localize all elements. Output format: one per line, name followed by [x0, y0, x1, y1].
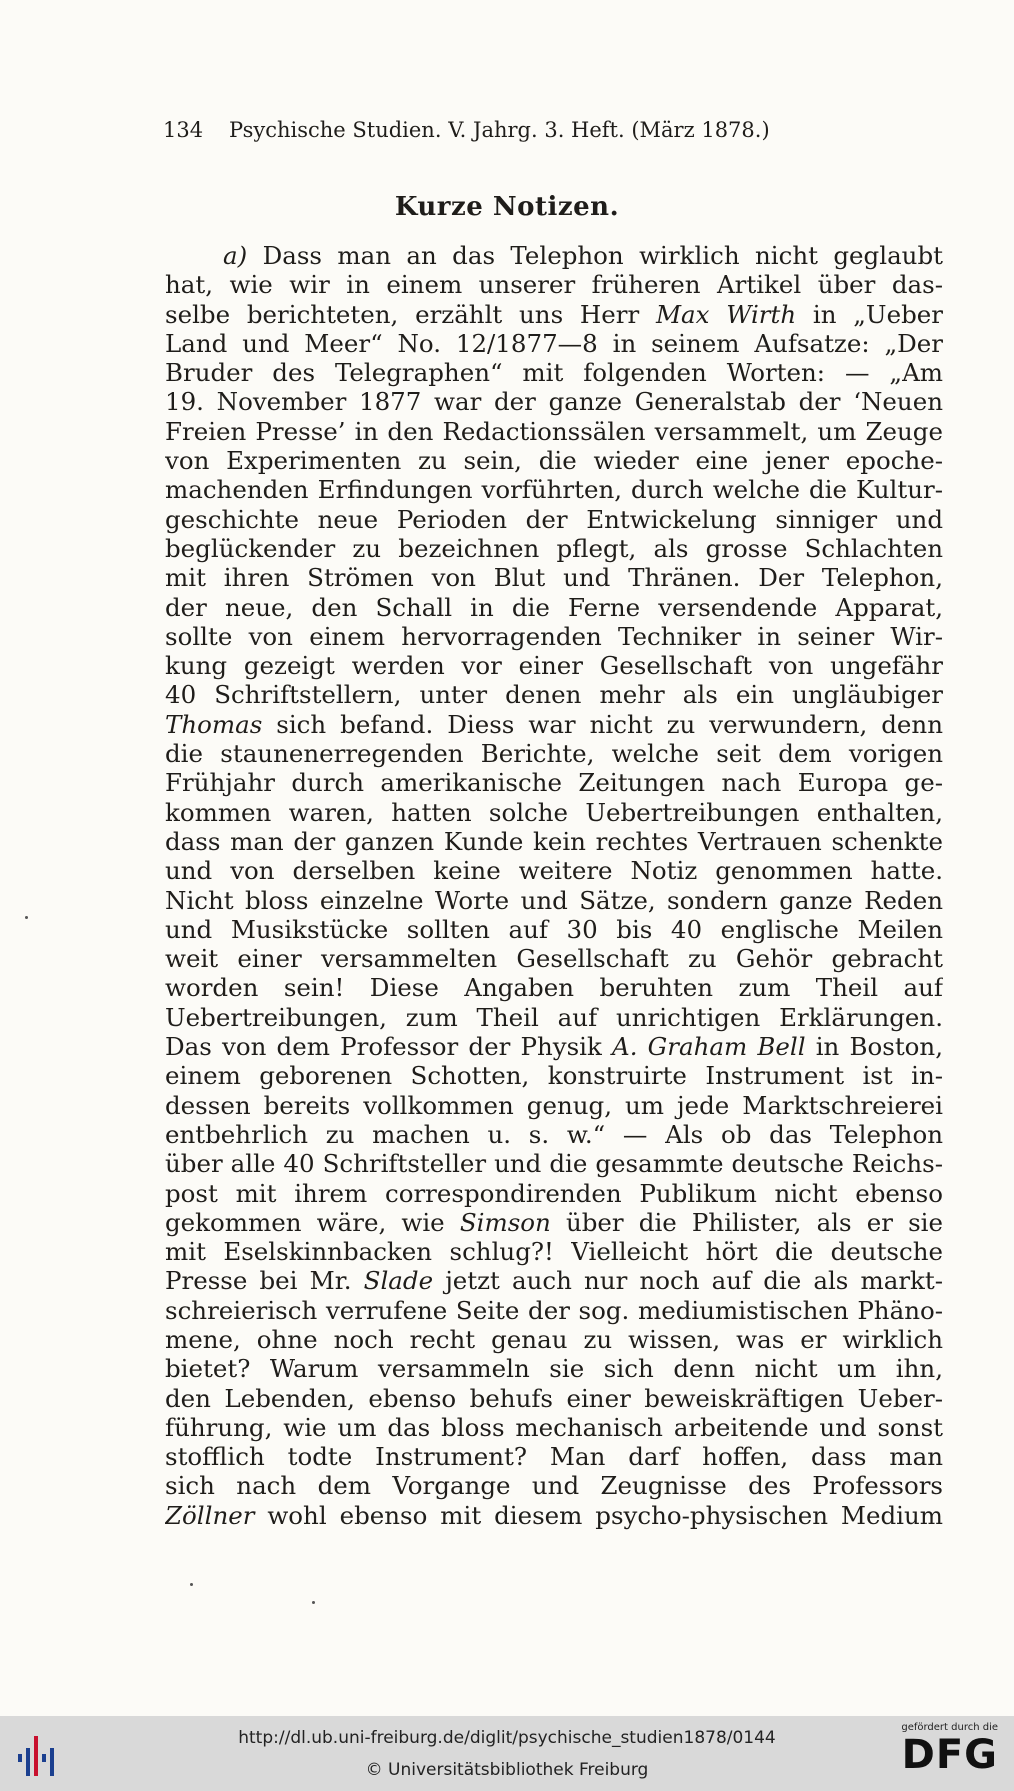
italic-text: a) — [223, 241, 248, 270]
line-text: Nicht bloss einzelne Worte und Sätze, sondern ganze Reden — [165, 885, 943, 915]
running-head-text: Psychische Studien. V. Jahrg. 3. Heft. (März 1878.) — [229, 118, 770, 142]
line-text: stofflich todte Instrument? Man darf hoffen, dass man — [165, 1442, 943, 1472]
line-text: geschichte neue Perioden der Entwickelung sinniger und — [165, 504, 943, 534]
line-text: und von derselben keine weitere Notiz genommen hatte. — [165, 856, 943, 886]
section-title: Kurze Notizen. — [394, 192, 620, 222]
line-text: Land und Meer“ No. 12/1877—8 in seinem Aufsatze: „Der — [165, 328, 943, 358]
line-text: sollte von einem hervorragenden Techniker in seiner Wir- — [165, 621, 943, 651]
text-line — [165, 270, 943, 299]
line-text: gekommen wäre, wie — [165, 1207, 460, 1237]
article-body — [165, 241, 943, 1530]
text-line — [165, 417, 943, 446]
text-line — [165, 1501, 943, 1530]
text-line — [165, 1208, 943, 1237]
line-text: über die Philister, als er sie — [550, 1207, 943, 1237]
italic-text: Thomas — [165, 709, 263, 739]
line-text: mit ihren Strömen von Blut und Thränen. Der Telephon, — [165, 563, 943, 593]
text-line — [165, 300, 943, 329]
line-text: wohl ebenso mit diesem psycho-physischen Medium — [254, 1500, 943, 1530]
running-head — [163, 118, 863, 142]
text-line — [165, 1061, 943, 1090]
source-url-link[interactable]: http://dl.ub.uni-freiburg.de/diglit/psychische_studien1878/0144 — [238, 1728, 776, 1748]
text-line — [165, 1296, 943, 1325]
line-text: Frühjahr durch amerikanische Zeitungen nach Europa ge- — [165, 768, 943, 798]
line-text: von Experimenten zu sein, die wieder eine jener epoche- — [165, 446, 943, 476]
text-line — [165, 798, 943, 827]
line-text: beglückender zu bezeichnen pflegt, als grosse Schlachten — [165, 533, 943, 563]
italic-text: Slade — [363, 1266, 434, 1296]
line-text: Dass man an das Telephon wirklich nicht geglaubt — [247, 241, 943, 270]
page-number: 134 — [163, 118, 204, 142]
line-text: sich befand. Diess war nicht zu verwundern, denn — [262, 709, 943, 739]
italic-text: Simson — [459, 1207, 551, 1237]
text-line — [165, 1120, 943, 1149]
line-text: in Boston, — [805, 1032, 943, 1062]
text-line — [165, 1149, 943, 1178]
line-text: Presse bei Mr. — [165, 1266, 364, 1296]
line-text: worden sein! Diese Angaben beruhten zum Theil auf — [165, 973, 943, 1003]
line-text: selbe berichteten, erzählt uns Herr — [165, 299, 656, 329]
text-line — [165, 1237, 943, 1266]
text-line — [165, 1032, 943, 1061]
line-text: den Lebenden, ebenso behufs einer beweiskräftigen Ueber- — [165, 1383, 943, 1413]
line-text: in „Ueber — [796, 299, 943, 329]
text-line — [165, 329, 943, 358]
line-text: post mit ihrem correspondirenden Publikum nicht ebenso — [165, 1178, 943, 1208]
text-line — [165, 387, 943, 416]
text-line — [165, 915, 943, 944]
line-text: Das von dem Professor der Physik — [165, 1032, 613, 1062]
copyright-text: © Universitätsbibliothek Freiburg — [365, 1760, 649, 1780]
line-text: 19. November 1877 war der ganze Generalstab der ‘Neuen — [165, 387, 943, 417]
line-text: über alle 40 Schriftsteller und die gesammte deutsche Reichs- — [165, 1149, 943, 1179]
text-line — [165, 944, 943, 973]
text-line — [165, 1325, 943, 1354]
text-line — [165, 1354, 943, 1383]
text-line — [165, 1471, 943, 1500]
text-line — [165, 446, 943, 475]
line-text: kommen waren, hatten solche Uebertreibungen enthalten, — [165, 797, 943, 827]
text-line — [165, 563, 943, 592]
line-text: 40 Schriftstellern, unter denen mehr als ein ungläubiger — [165, 680, 943, 710]
line-text: führung, wie um das bloss mechanisch arbeitende und sonst — [165, 1412, 943, 1442]
italic-text: Max Wirth — [655, 299, 797, 329]
text-line — [165, 534, 943, 563]
text-line — [165, 622, 943, 651]
scan-speck — [312, 1601, 315, 1604]
text-line — [165, 1384, 943, 1413]
line-text: und Musikstücke sollten auf 30 bis 40 englische Meilen — [165, 914, 943, 944]
text-line — [165, 593, 943, 622]
line-text: kung gezeigt werden vor einer Gesellschaft von ungefähr — [165, 651, 943, 681]
text-line — [165, 1091, 943, 1120]
italic-text: Zöllner — [165, 1500, 255, 1530]
text-line — [165, 505, 943, 534]
line-text: Freien Presse’ in den Redactionssälen versammelt, um Zeuge — [165, 416, 943, 446]
text-line — [165, 739, 943, 768]
line-text: schreierisch verrufene Seite der sog. mediumistischen Phäno- — [165, 1295, 943, 1325]
line-text: dessen bereits vollkommen genug, um jede Marktschreierei — [165, 1090, 943, 1120]
text-line — [165, 680, 943, 709]
text-line — [165, 827, 943, 856]
line-text: hat, wie wir in einem unserer früheren Artikel über das- — [165, 270, 943, 300]
italic-text: A. Graham Bell — [612, 1032, 806, 1062]
scan-speck — [190, 1583, 193, 1586]
line-text: dass man der ganzen Kunde kein rechtes Vertrauen schenkte — [165, 826, 943, 856]
text-line — [165, 241, 943, 270]
text-line — [165, 1266, 943, 1295]
line-text: Uebertreibungen, zum Theil auf unrichtigen Erklärungen. — [165, 1002, 943, 1032]
text-line — [165, 710, 943, 739]
text-line — [165, 1003, 943, 1032]
text-line — [165, 768, 943, 797]
text-line — [165, 651, 943, 680]
text-line — [165, 1179, 943, 1208]
dfg-logo[interactable] — [878, 1722, 998, 1786]
dfg-tagline: gefördert durch die — [901, 1722, 998, 1733]
line-text: jetzt auch nur noch auf die als markt- — [433, 1266, 943, 1296]
line-text: die staunenerregenden Berichte, welche seit dem vorigen — [165, 739, 943, 769]
line-text: Bruder des Telegraphen“ mit folgenden Worten: — „Am — [165, 358, 943, 388]
line-text: mit Eselskinnbacken schlug?! Vielleicht hört die deutsche — [165, 1237, 943, 1267]
line-text: entbehrlich zu machen u. s. w.“ — Als ob das Telephon — [165, 1119, 943, 1149]
text-line — [165, 1442, 943, 1471]
dfg-wordmark: DFG — [901, 1732, 998, 1778]
text-line — [165, 1413, 943, 1442]
line-text: bietet? Warum versammeln sie sich denn nicht um ihn, — [165, 1354, 943, 1384]
text-line — [165, 475, 943, 504]
scan-speck — [25, 916, 28, 919]
line-text: sich nach dem Vorgange und Zeugnisse des Professors — [165, 1471, 943, 1501]
line-text: mene, ohne noch recht genau zu wissen, was er wirklich — [165, 1324, 943, 1354]
text-line — [165, 886, 943, 915]
line-text: der neue, den Schall in die Ferne versendende Apparat, — [165, 592, 943, 622]
text-line — [165, 358, 943, 387]
footer-bar — [0, 1716, 1014, 1791]
text-line — [165, 973, 943, 1002]
text-line — [165, 856, 943, 885]
line-text: einem geborenen Schotten, konstruirte Instrument ist in- — [165, 1061, 943, 1091]
line-text: weit einer versammelten Gesellschaft zu Gehör gebracht — [165, 944, 943, 974]
line-text: machenden Erfindungen vorführten, durch welche die Kultur- — [165, 475, 943, 505]
